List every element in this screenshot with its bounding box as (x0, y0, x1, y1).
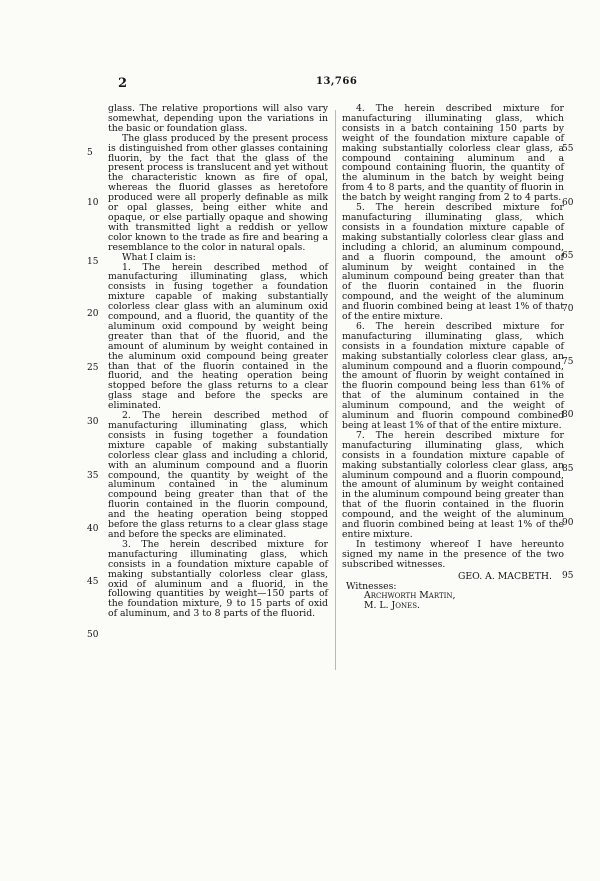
line-number: 85 (562, 464, 574, 474)
line-number: 80 (562, 410, 574, 420)
line-number: 5 (87, 148, 93, 158)
left-column (108, 104, 328, 619)
witnesses-label: Witnesses: (346, 580, 397, 592)
signature-block (342, 572, 564, 612)
claim-3: 3. The herein described mixture for manufacturing illuminating glass, which consists in a foundation mixture capable of making substantially colorless clear glass, oxid of aluminum and a fluorid, in the following quantities by weight—150 parts of the foundation mixture, 9 to 15 parts of oxid of aluminum, and 3 to 8 parts of the fluorid. (108, 538, 328, 620)
page-header (0, 76, 600, 94)
claim-7: 7. The herein described mixture for manufacturing illuminating glass, which consists in a foundation mixture capable of making substantially colorless clear glass, an aluminum compound and a fluorin compound, the amount of aluminum by weight contained in the aluminum compound being greater than that of the fluorin contained in the fluorin compound, and the weight of the aluminum and fluorin combined being at least 1% of the entire mixture. (342, 429, 564, 540)
claim-4: 4. The herein described mixture for manufacturing illuminating glass, which consists in a batch containing 150 parts by weight of the foundation mixture capable of making substantially colorless clear glass, a compound containing aluminum and a compound containing fluorin, the quantity of the aluminum in the batch by weight being from 4 to 8 parts, and the quantity of fluorin in the batch by weight ranging from 2 to 4 parts. (342, 103, 564, 204)
line-number: 50 (87, 630, 99, 640)
witness-name: Archworth Martin, (364, 590, 456, 602)
line-number: 95 (562, 571, 574, 581)
line-number: 40 (87, 524, 99, 534)
claim-2: 2. The herein described method of manufacturing illuminating glass, which consists in fusing together a foundation mixture capable of making substantially colorless clear glass and including a chlorid, with an aluminum compound and a fluorin compound, the quantity by weight of the aluminum contained in the aluminum compound being greater than that of the fluorin contained in the fluorin compound, and the heating operation being stopped before the glass returns to a clear glass stage and before the specks are eliminated. (108, 410, 328, 540)
paragraph-description: The glass produced by the present process is distinguished from other glasses containing fluorin, by the fact that the glass of the present process is translucent and yet without the characteristic known as fire of opal, whereas the fluorid glasses as heretofore produced were all properly definable as milk or opal glasses, being either white and opaque, or else partially opaque and showing with transmitted light a reddish or yellow color known to the trade as fire and bearing a resemblance to the color in natural opals. (108, 132, 328, 253)
line-number: 90 (562, 518, 574, 528)
line-number: 65 (562, 251, 574, 261)
testimony-clause: In testimony whereof I have hereunto signed my name in the presence of the two subscribed witnesses. (342, 538, 564, 570)
line-number: 30 (87, 417, 99, 427)
page-number: 2 (118, 76, 128, 91)
line-number: 70 (562, 304, 574, 314)
right-column (342, 104, 564, 611)
claim-5: 5. The herein described mixture for manufacturing illuminating glass, which consists in a foundation mixture capable of making substantially colorless clear glass and including a chlorid, an aluminum compound, and a fluorin compound, the amount of aluminum by weight contained in the aluminum compound being greater than that of the fluorin contained in the fluorin compound, and the weight of the aluminum and fluorin combined being at least 1% of that of the entire mixture. (342, 202, 564, 323)
witness-name: M. L. Jones. (364, 600, 420, 612)
line-number: 15 (87, 257, 99, 267)
line-number: 35 (87, 471, 99, 481)
claim-6: 6. The herein described mixture for manufacturing illuminating glass, which consists in a foundation mixture capable of making substantially colorless clear glass, an aluminum compound and a fluorin compound, the amount of fluorin by weight contained in the fluorin compound being less than 61% of that of the aluminum contained in the aluminum compound, and the weight of aluminum and fluorin compound combined being at least 1% of that of the entire mixture. (342, 320, 564, 431)
line-number: 25 (87, 363, 99, 373)
line-number: 10 (87, 198, 99, 208)
claims-intro: What I claim is: (122, 251, 196, 263)
patent-number: 13,766 (316, 76, 358, 87)
line-number: 75 (562, 357, 574, 367)
line-number: 20 (87, 309, 99, 319)
inventor-signature: GEO. A. MACBETH. (457, 570, 552, 582)
line-number: 45 (87, 577, 99, 587)
line-number: 60 (562, 198, 574, 208)
column-divider (335, 110, 336, 670)
claim-1: 1. The herein described method of manufacturing illuminating glass, which consists in fusing together a foundation mixture capable of making substantially colorless clear glass with an aluminum oxid compound, and a fluorid, the quantity of the aluminum oxid compound by weight being greater than that of the fluorid, and the amount of aluminum by weight contained in the aluminum oxid compound being greater than that of the fluorin contained in the fluorid, and the heating operation being stopped before the glass returns to a clear glass stage and before the specks are eliminated. (108, 261, 328, 412)
line-number: 55 (562, 144, 574, 154)
paragraph-proportions: glass. The relative proportions will also vary somewhat, depending upon the variations in the basic or foundation glass. (108, 103, 328, 134)
